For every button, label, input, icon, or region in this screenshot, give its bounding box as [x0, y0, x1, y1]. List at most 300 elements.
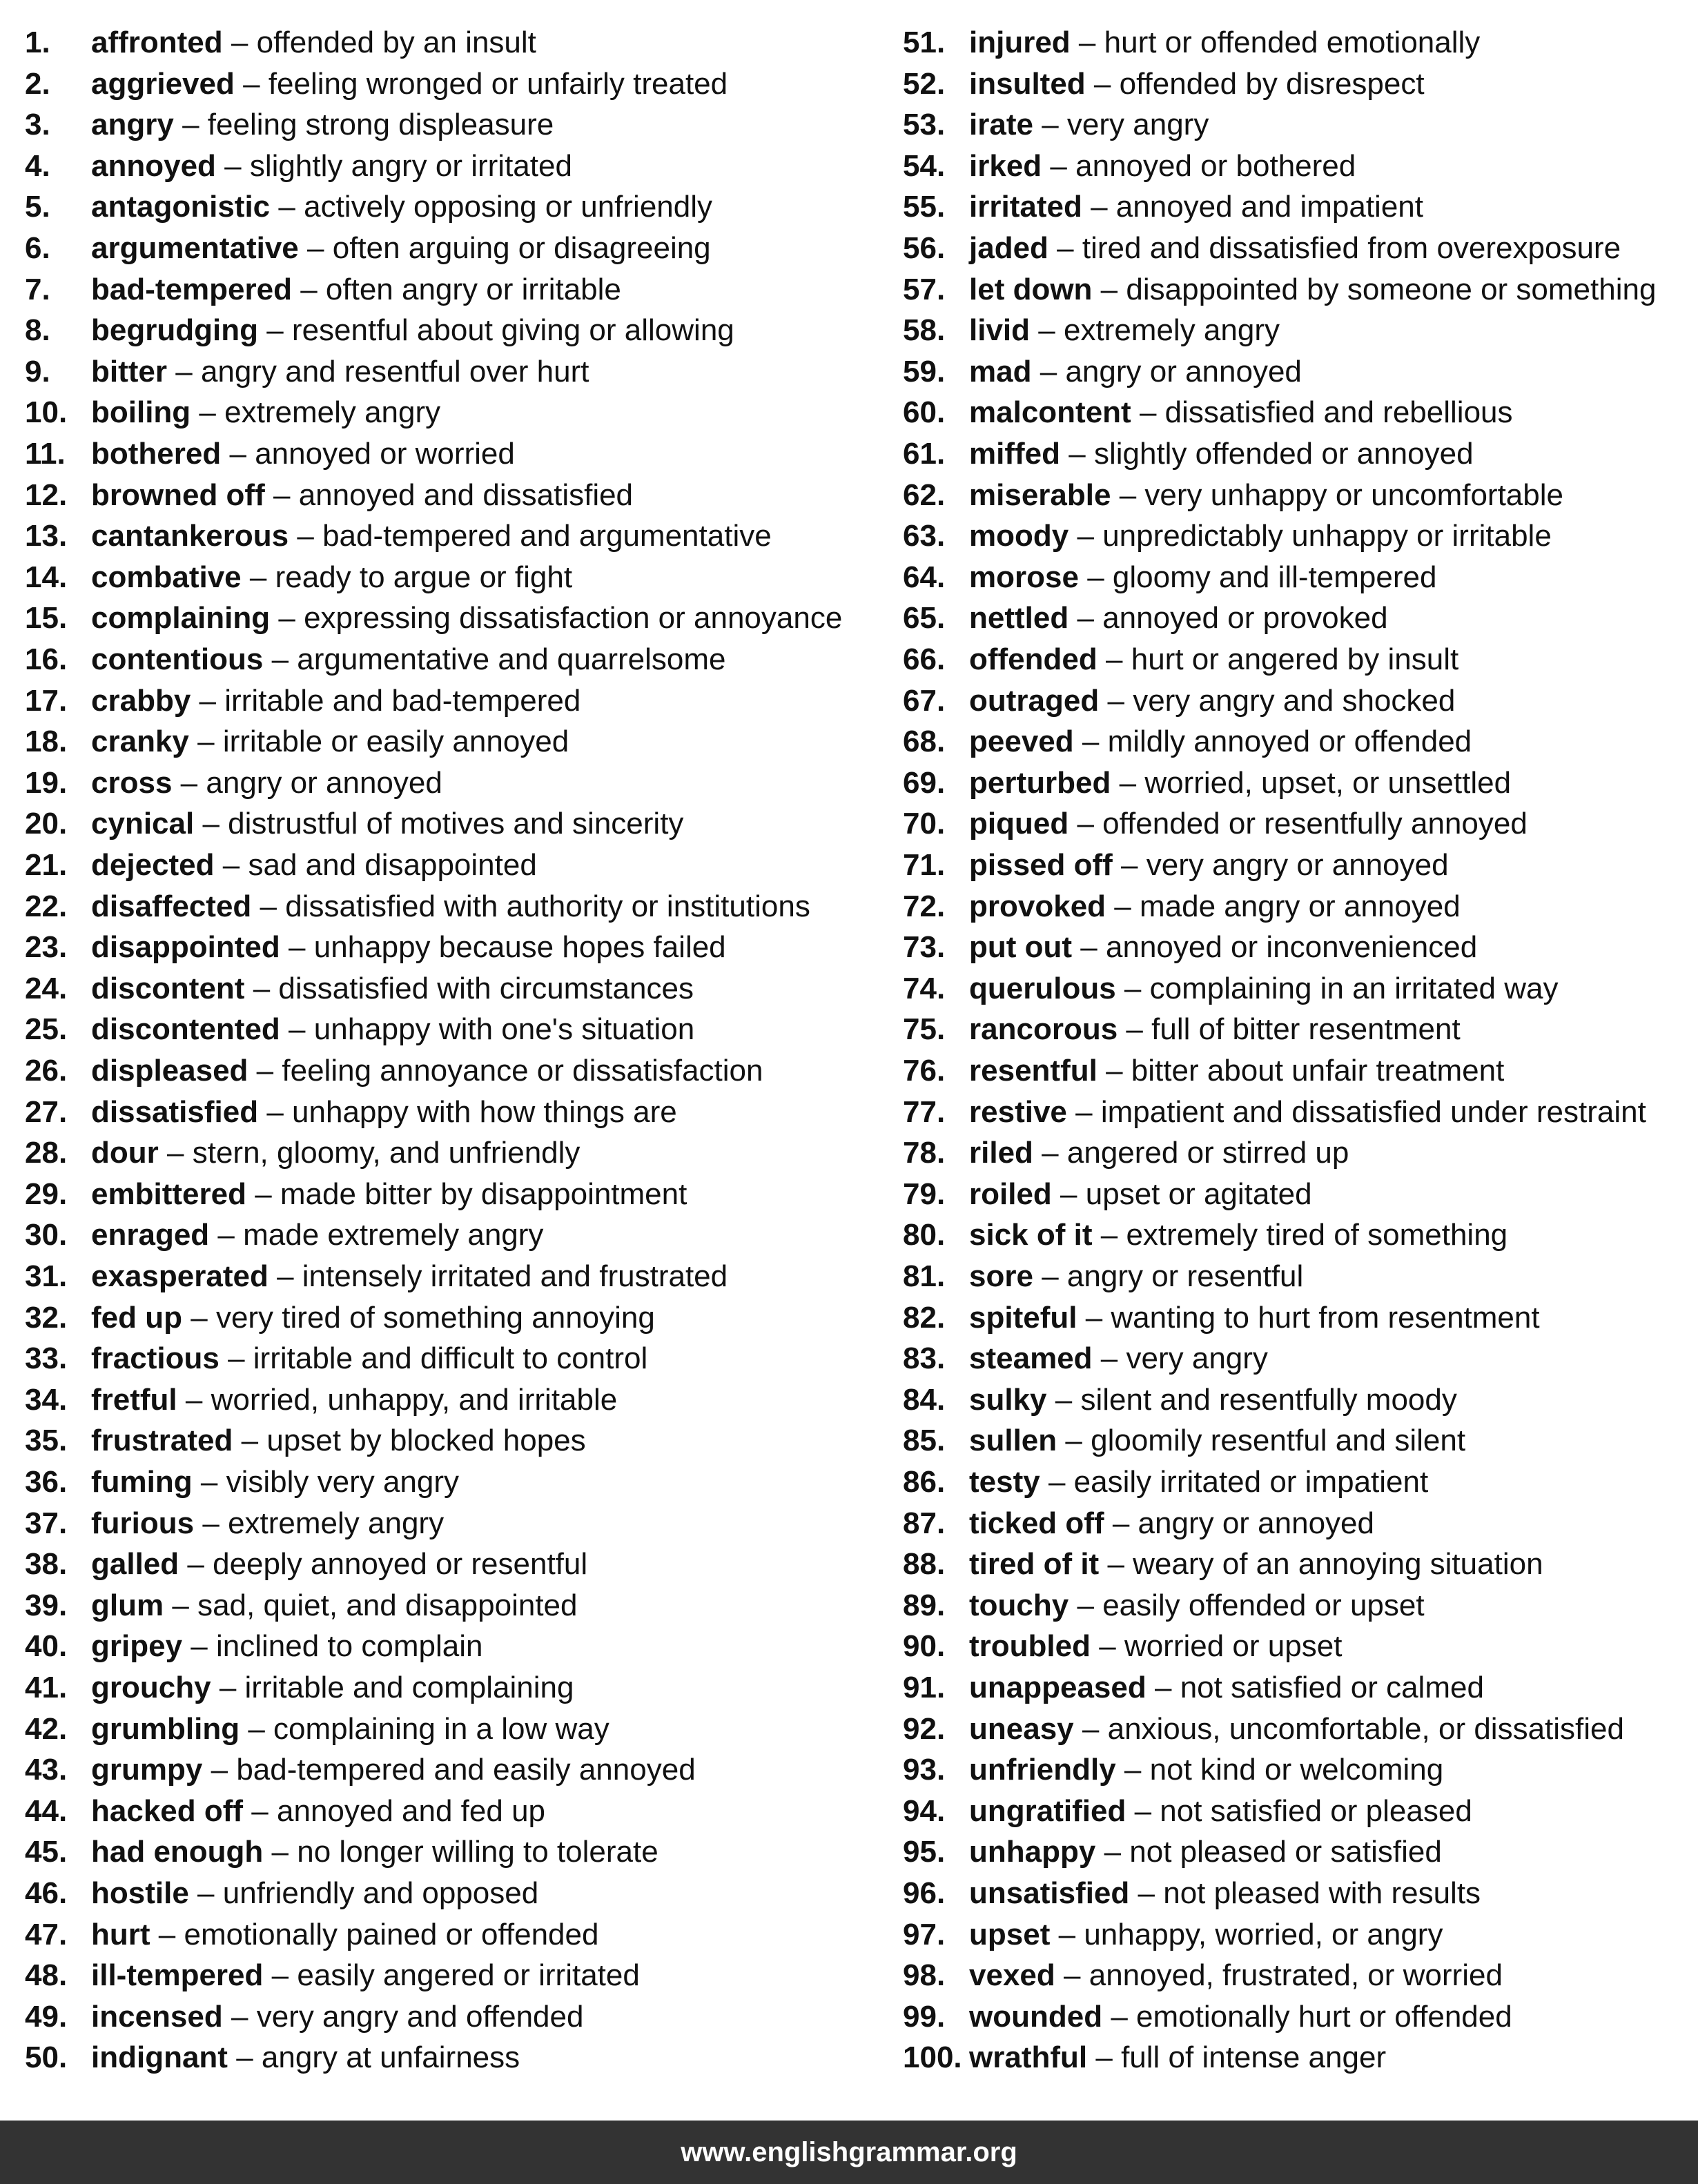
list-item	[25, 351, 589, 393]
item-separator: –	[1077, 519, 1094, 553]
item-word: provoked	[969, 889, 1106, 923]
item-word: put out	[969, 930, 1073, 965]
item-number: 73.	[903, 930, 946, 965]
item-number: 27.	[25, 1094, 68, 1129]
item-number: 85.	[903, 1424, 946, 1458]
item-separator: –	[1080, 930, 1097, 965]
item-word: displeased	[91, 1054, 248, 1088]
list-item	[25, 1214, 543, 1256]
item-number: 25.	[25, 1012, 68, 1047]
item-word: frustrated	[91, 1424, 233, 1458]
item-number: 11.	[25, 437, 66, 471]
item-number: 88.	[903, 1547, 946, 1582]
item-number: 76.	[903, 1054, 946, 1088]
item-definition: unhappy because hopes failed	[313, 930, 726, 965]
item-definition: worried, upset, or unsettled	[1144, 765, 1512, 800]
item-definition: dissatisfied with circumstances	[278, 971, 694, 1005]
item-number: 95.	[903, 1835, 946, 1869]
list-item	[25, 146, 572, 187]
item-number: 68.	[903, 725, 946, 759]
item-word: testy	[969, 1465, 1040, 1499]
item-definition: annoyed or provoked	[1102, 601, 1388, 636]
item-number: 19.	[25, 765, 68, 800]
item-definition: tired and dissatisfied from overexposure	[1082, 231, 1621, 265]
item-separator: –	[1082, 725, 1100, 759]
item-definition: annoyed and fed up	[277, 1793, 546, 1828]
footer-url[interactable]: www.englishgrammar.org	[681, 2137, 1017, 2167]
item-word: aggrieved	[91, 66, 235, 101]
list-item	[903, 1338, 1268, 1379]
item-separator: –	[231, 26, 248, 59]
word-list-right	[903, 0, 1690, 2105]
item-definition: not pleased with results	[1163, 1876, 1481, 1910]
list-item	[903, 22, 1480, 63]
item-word: tired of it	[969, 1547, 1100, 1582]
item-number: 5.	[25, 190, 50, 224]
item-definition: angry or annoyed	[206, 765, 442, 800]
list-item	[25, 721, 569, 763]
item-number: 16.	[25, 642, 68, 676]
item-word: malcontent	[969, 395, 1131, 430]
item-word: angry	[91, 108, 174, 142]
item-definition: distrustful of motives and sincerity	[228, 807, 684, 841]
list-item	[25, 1585, 578, 1626]
item-word: unfriendly	[969, 1753, 1116, 1787]
item-separator: –	[158, 1917, 176, 1951]
item-definition: very angry and offended	[256, 1999, 584, 2034]
list-item	[903, 1420, 1465, 1462]
item-word: wounded	[969, 1999, 1103, 2034]
item-word: begrudging	[91, 313, 258, 348]
item-definition: disappointed by someone or something	[1126, 272, 1657, 306]
item-word: fed up	[91, 1300, 182, 1335]
item-separator: –	[1100, 1218, 1118, 1252]
item-separator: –	[1121, 848, 1138, 882]
item-separator: –	[219, 1671, 237, 1704]
item-word: riled	[969, 1136, 1033, 1170]
item-number: 79.	[903, 1177, 946, 1211]
item-definition: expressing dissatisfaction or annoyance	[304, 601, 843, 636]
list-item	[25, 557, 572, 598]
item-number: 9.	[25, 354, 50, 388]
list-item	[903, 927, 1477, 968]
item-definition: full of bitter resentment	[1151, 1012, 1461, 1047]
item-definition: argumentative and quarrelsome	[297, 642, 726, 676]
item-number: 87.	[903, 1506, 946, 1540]
item-word: disaffected	[91, 889, 252, 923]
list-item	[25, 1955, 640, 1996]
item-separator: –	[1075, 1094, 1093, 1129]
item-definition: full of intense anger	[1121, 2040, 1387, 2075]
item-number: 78.	[903, 1136, 946, 1170]
item-separator: –	[1154, 1671, 1172, 1704]
list-item	[25, 63, 728, 105]
item-word: fuming	[91, 1465, 193, 1499]
item-number: 15.	[25, 601, 68, 636]
item-number: 64.	[903, 560, 946, 594]
list-item	[25, 104, 554, 146]
item-word: contentious	[91, 642, 264, 676]
item-number: 2.	[25, 66, 50, 101]
item-definition: wanting to hurt from resentment	[1111, 1300, 1540, 1335]
item-definition: made angry or annoyed	[1140, 889, 1461, 923]
item-separator: –	[211, 1753, 228, 1787]
item-number: 7.	[25, 272, 50, 306]
item-separator: –	[229, 437, 246, 471]
list-item	[903, 968, 1559, 1010]
item-number: 28.	[25, 1136, 68, 1170]
item-separator: –	[1095, 2040, 1113, 2075]
item-separator: –	[1124, 1753, 1142, 1787]
item-word: touchy	[969, 1588, 1069, 1622]
list-item	[25, 886, 810, 927]
item-separator: –	[255, 1177, 272, 1211]
item-separator: –	[1124, 971, 1142, 1005]
item-word: had enough	[91, 1835, 264, 1869]
item-definition: gloomy and ill-tempered	[1112, 560, 1437, 594]
item-word: dour	[91, 1136, 159, 1170]
item-definition: no longer willing to tolerate	[297, 1835, 658, 1869]
item-separator: –	[1042, 1259, 1059, 1293]
item-number: 48.	[25, 1958, 68, 1993]
item-word: vexed	[969, 1958, 1055, 1993]
item-definition: gloomily resentful and silent	[1091, 1424, 1466, 1458]
list-item	[903, 763, 1511, 804]
list-item	[903, 557, 1436, 598]
list-item	[25, 1338, 647, 1379]
item-definition: often arguing or disagreeing	[332, 231, 711, 265]
item-separator: –	[1087, 560, 1104, 594]
item-number: 86.	[903, 1465, 946, 1499]
item-separator: –	[289, 1012, 306, 1047]
item-number: 26.	[25, 1054, 68, 1088]
item-word: sullen	[969, 1424, 1057, 1458]
item-word: bothered	[91, 437, 222, 471]
list-item	[25, 2037, 520, 2078]
item-word: piqued	[969, 807, 1069, 841]
item-word: hostile	[91, 1876, 189, 1910]
item-number: 45.	[25, 1835, 68, 1869]
item-definition: dissatisfied with authority or institutions	[285, 889, 810, 923]
item-definition: stern, gloomy, and unfriendly	[192, 1136, 580, 1170]
item-word: boiling	[91, 395, 191, 430]
list-item	[25, 1297, 655, 1339]
item-word: combative	[91, 560, 242, 594]
item-number: 56.	[903, 231, 946, 265]
item-separator: –	[1078, 26, 1096, 59]
list-item	[903, 1709, 1624, 1750]
item-separator: –	[271, 1958, 289, 1993]
item-definition: offended by an insult	[256, 26, 536, 59]
item-definition: very tired of something annoying	[215, 1300, 655, 1335]
item-number: 17.	[25, 683, 68, 718]
item-definition: hurt or offended emotionally	[1104, 26, 1481, 59]
item-number: 4.	[25, 148, 50, 183]
list-item	[25, 269, 621, 311]
list-item	[903, 1009, 1461, 1050]
item-separator: –	[200, 1465, 218, 1499]
list-item	[25, 1914, 598, 1956]
list-item	[903, 1503, 1374, 1544]
item-separator: –	[1057, 231, 1074, 265]
list-item	[903, 63, 1425, 105]
item-number: 69.	[903, 765, 946, 800]
list-item	[903, 1831, 1442, 1873]
item-number: 46.	[25, 1876, 68, 1910]
item-definition: emotionally pained or offended	[184, 1917, 599, 1951]
list-item	[25, 1503, 444, 1544]
item-word: miserable	[969, 478, 1111, 512]
item-number: 23.	[25, 930, 68, 965]
list-item	[903, 1174, 1312, 1215]
list-item	[25, 1256, 728, 1297]
item-separator: –	[1126, 1012, 1143, 1047]
item-number: 43.	[25, 1753, 68, 1787]
item-definition: bad-tempered and argumentative	[322, 519, 772, 553]
item-definition: very angry	[1066, 108, 1209, 142]
item-number: 92.	[903, 1711, 946, 1746]
item-definition: feeling wronged or unfairly treated	[268, 66, 728, 101]
item-definition: irritable or easily annoyed	[222, 725, 569, 759]
list-item	[903, 1297, 1540, 1339]
item-word: cranky	[91, 725, 189, 759]
item-word: spiteful	[969, 1300, 1077, 1335]
item-separator: –	[278, 190, 295, 224]
list-item	[903, 1214, 1507, 1256]
item-separator: –	[1106, 1054, 1123, 1088]
item-word: ill-tempered	[91, 1958, 264, 1993]
item-definition: irritable and complaining	[244, 1671, 574, 1704]
item-definition: hurt or angered by insult	[1131, 642, 1459, 676]
list-item	[903, 721, 1472, 763]
item-number: 47.	[25, 1917, 68, 1951]
item-separator: –	[1093, 66, 1111, 101]
list-item	[903, 515, 1552, 557]
item-word: fractious	[91, 1341, 219, 1376]
item-number: 83.	[903, 1341, 946, 1376]
item-definition: actively opposing or unfriendly	[304, 190, 713, 224]
item-word: querulous	[969, 971, 1116, 1005]
item-number: 100.	[903, 2040, 962, 2075]
list-item	[25, 1132, 580, 1174]
list-item	[25, 228, 711, 269]
list-item	[903, 392, 1513, 433]
item-word: ungratified	[969, 1793, 1126, 1828]
item-definition: visibly very angry	[226, 1465, 460, 1499]
item-number: 39.	[25, 1588, 68, 1622]
list-item	[903, 886, 1461, 927]
item-number: 51.	[903, 26, 946, 59]
item-separator: –	[222, 848, 240, 882]
item-number: 14.	[25, 560, 68, 594]
item-definition: slightly offended or annoyed	[1093, 437, 1474, 471]
item-word: furious	[91, 1506, 195, 1540]
list-item	[25, 433, 515, 475]
item-definition: annoyed or worried	[255, 437, 515, 471]
item-number: 72.	[903, 889, 946, 923]
list-item	[25, 1420, 586, 1462]
list-item	[903, 803, 1528, 845]
list-item	[25, 1749, 696, 1791]
item-definition: complaining in an irritated way	[1149, 971, 1559, 1005]
item-definition: extremely angry	[228, 1506, 445, 1540]
item-word: bitter	[91, 354, 167, 388]
item-word: wrathful	[969, 2040, 1088, 2075]
item-separator: –	[1058, 1917, 1076, 1951]
item-separator: –	[182, 108, 199, 142]
item-definition: unhappy with one's situation	[313, 1012, 695, 1047]
item-separator: –	[1091, 190, 1108, 224]
item-definition: offended or resentfully annoyed	[1102, 807, 1528, 841]
list-item	[903, 1914, 1443, 1956]
list-item	[903, 104, 1209, 146]
list-item	[903, 1050, 1504, 1092]
list-item	[903, 186, 1423, 228]
list-item	[25, 803, 683, 845]
item-word: complaining	[91, 601, 271, 636]
item-word: jaded	[969, 231, 1048, 265]
item-separator: –	[1100, 1341, 1118, 1376]
item-definition: annoyed or inconvenienced	[1106, 930, 1478, 965]
item-definition: sad, quiet, and disappointed	[197, 1588, 578, 1622]
item-word: troubled	[969, 1629, 1091, 1664]
item-definition: easily angered or irritated	[297, 1958, 640, 1993]
item-separator: –	[271, 1835, 289, 1869]
list-item	[25, 1709, 609, 1750]
list-item	[25, 1092, 677, 1133]
item-definition: slightly angry or irritated	[249, 148, 572, 183]
item-definition: worried, unhappy, and irritable	[211, 1382, 618, 1417]
list-item	[25, 22, 536, 63]
list-item	[25, 639, 726, 680]
item-definition: annoyed and dissatisfied	[298, 478, 634, 512]
item-number: 42.	[25, 1711, 68, 1746]
item-word: roiled	[969, 1177, 1052, 1211]
list-item	[903, 1749, 1443, 1791]
item-separator: –	[1111, 1999, 1128, 2034]
item-separator: –	[1112, 1506, 1130, 1540]
item-number: 24.	[25, 971, 68, 1005]
item-number: 70.	[903, 807, 946, 841]
item-separator: –	[1085, 1300, 1103, 1335]
item-word: injured	[969, 26, 1071, 59]
item-definition: not pleased or satisfied	[1129, 1835, 1442, 1869]
item-word: disappointed	[91, 930, 280, 965]
item-number: 40.	[25, 1629, 68, 1664]
item-word: sulky	[969, 1382, 1047, 1417]
item-word: ticked off	[969, 1506, 1104, 1540]
item-separator: –	[1042, 108, 1059, 142]
item-word: grumpy	[91, 1753, 203, 1787]
item-definition: angry and resentful over hurt	[200, 354, 589, 388]
item-definition: feeling annoyance or dissatisfaction	[282, 1054, 763, 1088]
list-item	[903, 1462, 1428, 1503]
item-separator: –	[243, 66, 260, 101]
item-word: irate	[969, 108, 1033, 142]
item-number: 32.	[25, 1300, 68, 1335]
word-list-left	[25, 0, 881, 2105]
item-definition: dissatisfied and rebellious	[1164, 395, 1513, 430]
list-item	[903, 1873, 1481, 1914]
item-number: 61.	[903, 437, 946, 471]
item-definition: sad and disappointed	[248, 848, 537, 882]
item-number: 10.	[25, 395, 68, 430]
item-definition: annoyed, frustrated, or worried	[1089, 1958, 1503, 1993]
item-number: 81.	[903, 1259, 946, 1293]
item-definition: impatient and dissatisfied under restraint	[1100, 1094, 1646, 1129]
list-item	[903, 845, 1449, 886]
item-definition: deeply annoyed or resentful	[213, 1547, 588, 1582]
list-item	[25, 186, 712, 228]
item-number: 29.	[25, 1177, 68, 1211]
item-separator: –	[1060, 1177, 1077, 1211]
item-number: 65.	[903, 601, 946, 636]
item-number: 89.	[903, 1588, 946, 1622]
item-number: 71.	[903, 848, 946, 882]
item-number: 21.	[25, 848, 68, 882]
item-definition: angered or stirred up	[1066, 1136, 1349, 1170]
item-definition: intensely irritated and frustrated	[302, 1259, 728, 1293]
item-definition: irritable and bad-tempered	[224, 683, 581, 718]
list-item	[25, 1791, 545, 1832]
item-definition: ready to argue or fight	[275, 560, 573, 594]
item-word: livid	[969, 313, 1031, 348]
item-number: 58.	[903, 313, 946, 348]
item-number: 6.	[25, 231, 50, 265]
item-word: dejected	[91, 848, 215, 882]
item-definition: anxious, uncomfortable, or dissatisfied	[1107, 1711, 1624, 1746]
item-word: irked	[969, 148, 1042, 183]
list-item	[25, 680, 580, 722]
item-separator: –	[1068, 437, 1086, 471]
item-separator: –	[197, 1876, 215, 1910]
item-definition: very angry	[1126, 1341, 1268, 1376]
list-item	[903, 433, 1474, 475]
item-word: antagonistic	[91, 190, 271, 224]
item-number: 30.	[25, 1218, 68, 1252]
item-definition: irritable and difficult to control	[253, 1341, 648, 1376]
item-separator: –	[253, 971, 271, 1005]
item-definition: bitter about unfair treatment	[1131, 1054, 1505, 1088]
item-word: morose	[969, 560, 1079, 594]
item-definition: feeling strong displeasure	[207, 108, 554, 142]
item-separator: –	[241, 1424, 259, 1458]
list-item	[25, 927, 726, 968]
item-separator: –	[307, 231, 324, 265]
item-separator: –	[217, 1218, 235, 1252]
item-definition: extremely angry	[224, 395, 441, 430]
item-number: 18.	[25, 725, 68, 759]
list-item	[903, 1667, 1484, 1709]
item-number: 90.	[903, 1629, 946, 1664]
item-definition: annoyed or bothered	[1075, 148, 1356, 183]
item-definition: upset by blocked hopes	[266, 1424, 586, 1458]
list-item	[25, 515, 772, 557]
item-separator: –	[248, 1711, 265, 1746]
item-separator: –	[251, 1793, 269, 1828]
item-separator: –	[191, 1300, 208, 1335]
item-number: 49.	[25, 1999, 68, 2034]
item-number: 74.	[903, 971, 946, 1005]
list-item	[903, 1996, 1512, 2038]
item-word: sick of it	[969, 1218, 1093, 1252]
list-item	[25, 1831, 658, 1873]
item-separator: –	[256, 1054, 274, 1088]
item-separator: –	[1099, 1629, 1116, 1664]
list-item	[25, 1996, 583, 2038]
footer-bar	[0, 2121, 1698, 2184]
item-separator: –	[1114, 889, 1131, 923]
